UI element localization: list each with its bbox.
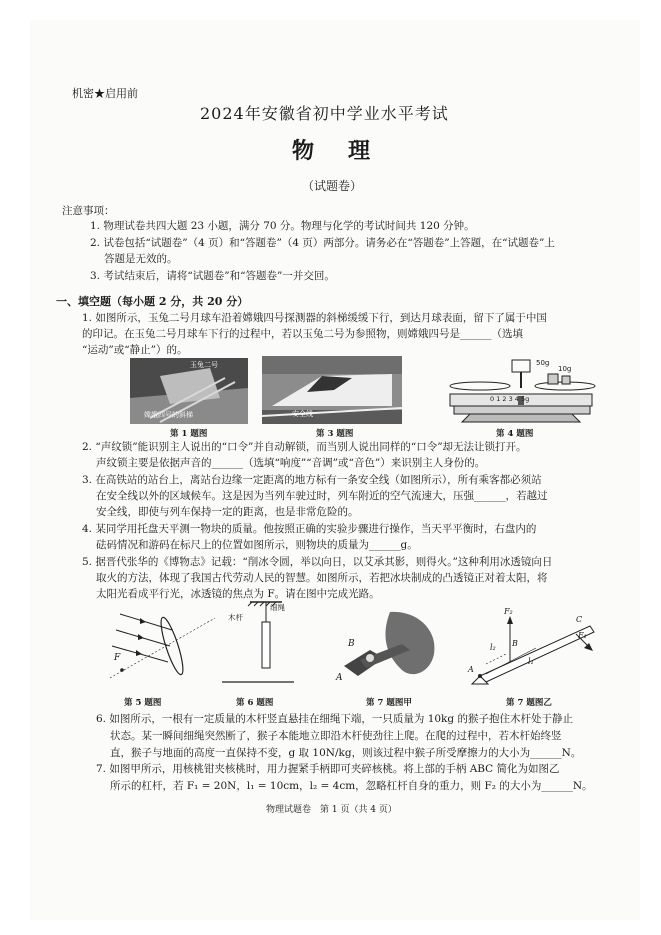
q5-line2: 取火的方法，体现了我国古代劳动人民的智慧。如图所示，若把冰块制成的凸透镜正对着太阳，将 bbox=[96, 572, 548, 584]
q1-line1: 1. 如图所示，玉兔二号月球车沿着嫦娥四号探测器的斜梯缓缓下行，到达月球表面，留下了属于中国 bbox=[82, 312, 547, 324]
notice-item-3: 3. 考试结束后，请将“试题卷”和“答题卷”一并交回。 bbox=[90, 270, 335, 282]
fig4-drawing bbox=[440, 356, 602, 424]
fig6-caption: 第 6 题图 bbox=[236, 698, 274, 708]
notice-title: 注意事项： bbox=[62, 205, 115, 217]
exam-title: 2024年安徽省初中学业水平考试 bbox=[200, 104, 449, 123]
fig6-rod bbox=[222, 600, 294, 686]
fig7b-C-label: C bbox=[576, 615, 583, 624]
fig1-inner-label: 嫦娥四号的斜梯 bbox=[144, 411, 193, 419]
q6-line3: 直，猴子与地面的高度一直保持不变，g 取 10N/kg，则该过程中猴子所受摩擦力的大小为______N。 bbox=[110, 747, 582, 759]
fig3-train-photo bbox=[262, 356, 402, 424]
notice-item-2: 2. 试卷包括“试题卷”（4 页）和“答题卷”（4 页）两部分。请务必在“答题卷”上答题，在“试题卷”上 bbox=[90, 237, 555, 249]
fig4-weight-50g: 50g bbox=[536, 359, 550, 367]
paper-type: （试题卷） bbox=[302, 179, 363, 193]
q2-line1: 2. “声纹锁”能识别主人说出的“口令”并自动解锁，而当别人说出同样的“口令”却无法让锁打开。 bbox=[82, 441, 527, 453]
fig7a-caption: 第 7 题图甲 bbox=[366, 698, 412, 708]
fig4-weight-10g: 10g bbox=[558, 365, 572, 373]
section1-title: 一、填空题（每小题 2 分，共 20 分） bbox=[56, 295, 249, 308]
fig7a-B-label: B bbox=[348, 639, 355, 649]
fig7a-A-label: A bbox=[336, 673, 343, 683]
q3-line1: 3. 在高铁站的站台上，离站台边缘一定距离的地方标有一条安全线（如图所示），所有乘客都必须站 bbox=[82, 474, 542, 486]
fig7b-lever bbox=[466, 604, 602, 688]
q4-line1: 4. 某同学用托盘天平测一物块的质量。他按照正确的实验步骤进行操作，当天平平衡时，右盘内的 bbox=[82, 523, 537, 535]
q7-line2: 所示的杠杆，若 F₁ = 20N，l₁ = 10cm，l₂ = 4cm，忽略杠杆自身的重力，则 F₂ 的大小为______N。 bbox=[110, 780, 593, 792]
fig6-rope-label: 细绳 bbox=[270, 603, 285, 612]
q3-line3: 安全线，即使与列车保持一定的距离，也是非常危险的。 bbox=[96, 506, 359, 518]
fig3-safety-line-label: 安全线 bbox=[292, 410, 313, 418]
fig5-caption: 第 5 题图 bbox=[124, 698, 162, 708]
fig5-focus-label: F bbox=[114, 653, 121, 663]
q7-line1: 7. 如图甲所示，用核桃钳夹核桃时，用力握紧手柄即可夹碎核桃。将上部的手柄 ABC 简化为如图乙 bbox=[96, 763, 560, 775]
fig4-balance bbox=[440, 356, 602, 424]
fig7b-A-label: A bbox=[468, 665, 474, 674]
fig3-drawing bbox=[262, 356, 402, 424]
q5-line1: 5. 据晋代张华的《博物志》记载：“削冰令圆，举以向日，以艾承其影，则得火。”这种利用冰透镜向日 bbox=[82, 556, 553, 568]
fig7b-F1-label: F₁ bbox=[578, 631, 587, 640]
q5-line3: 太阳光看成平行光，冰透镜的焦点为 F。请在图中完成光路。 bbox=[96, 588, 380, 600]
fig7b-B-label: B bbox=[512, 639, 518, 648]
fig1-caption: 第 1 题图 bbox=[170, 429, 208, 439]
fig5-drawing bbox=[110, 608, 220, 686]
q3-line2: 在安全线以外的区域候车。这是因为当列车驶过时，列车附近的空气流速大，压强______，若越过 bbox=[96, 490, 548, 502]
q6-line1: 6. 如图所示，一根有一定质量的木杆竖直悬挂在细绳下端，一只质量为 10kg 的猴子抱住木杆处于静止 bbox=[96, 713, 573, 725]
fig1-lunar-photo bbox=[130, 358, 248, 424]
fig7b-l1-label: l₁ bbox=[528, 657, 534, 666]
q2-line2: 声纹锁主要是依据声音的______（选填“响度”“音调”或“音色”）来识别主人身份的。 bbox=[96, 457, 486, 469]
q6-line2: 状态。某一瞬间细绳突然断了，猴子本能地立即沿木杆使劲往上爬。在爬的过程中，若木杆始终竖 bbox=[110, 730, 562, 742]
subject-title: 物 理 bbox=[292, 138, 377, 164]
fig7b-caption: 第 7 题图乙 bbox=[506, 698, 552, 708]
q1-line2: 的印记。在玉兔二号月球车下行的过程中，若以玉兔二号为参照物，则嫦娥四号是______（选填 bbox=[82, 328, 523, 340]
fig6-rod-label: 木杆 bbox=[228, 613, 243, 622]
fig4-scale: 0 1 2 3 4 5g bbox=[490, 395, 530, 403]
page-footer: 物理试题卷 第 1 页（共 4 页） bbox=[266, 805, 397, 815]
q4-line2: 砝码情况和游码在标尺上的位置如图所示，则物块的质量为______g。 bbox=[96, 539, 418, 551]
fig7b-l2-label: l₂ bbox=[490, 643, 496, 652]
confidential-mark: 机密★启用前 bbox=[72, 87, 138, 100]
q1-line3: “运动”或“静止”）的。 bbox=[82, 344, 188, 356]
fig3-caption: 第 3 题图 bbox=[316, 429, 354, 439]
notice-item-1: 1. 物理试卷共四大题 23 小题，满分 70 分。物理与化学的考试时间共 120 分钟。 bbox=[90, 220, 475, 232]
notice-item-2-cont: 答题是无效的。 bbox=[104, 253, 178, 265]
fig1-label: 玉兔二号 bbox=[190, 361, 218, 369]
fig7a-photo bbox=[330, 608, 446, 686]
fig4-caption: 第 4 题图 bbox=[496, 429, 534, 439]
fig7b-F2-label: F₂ bbox=[504, 607, 513, 616]
fig5-lens bbox=[110, 608, 220, 686]
